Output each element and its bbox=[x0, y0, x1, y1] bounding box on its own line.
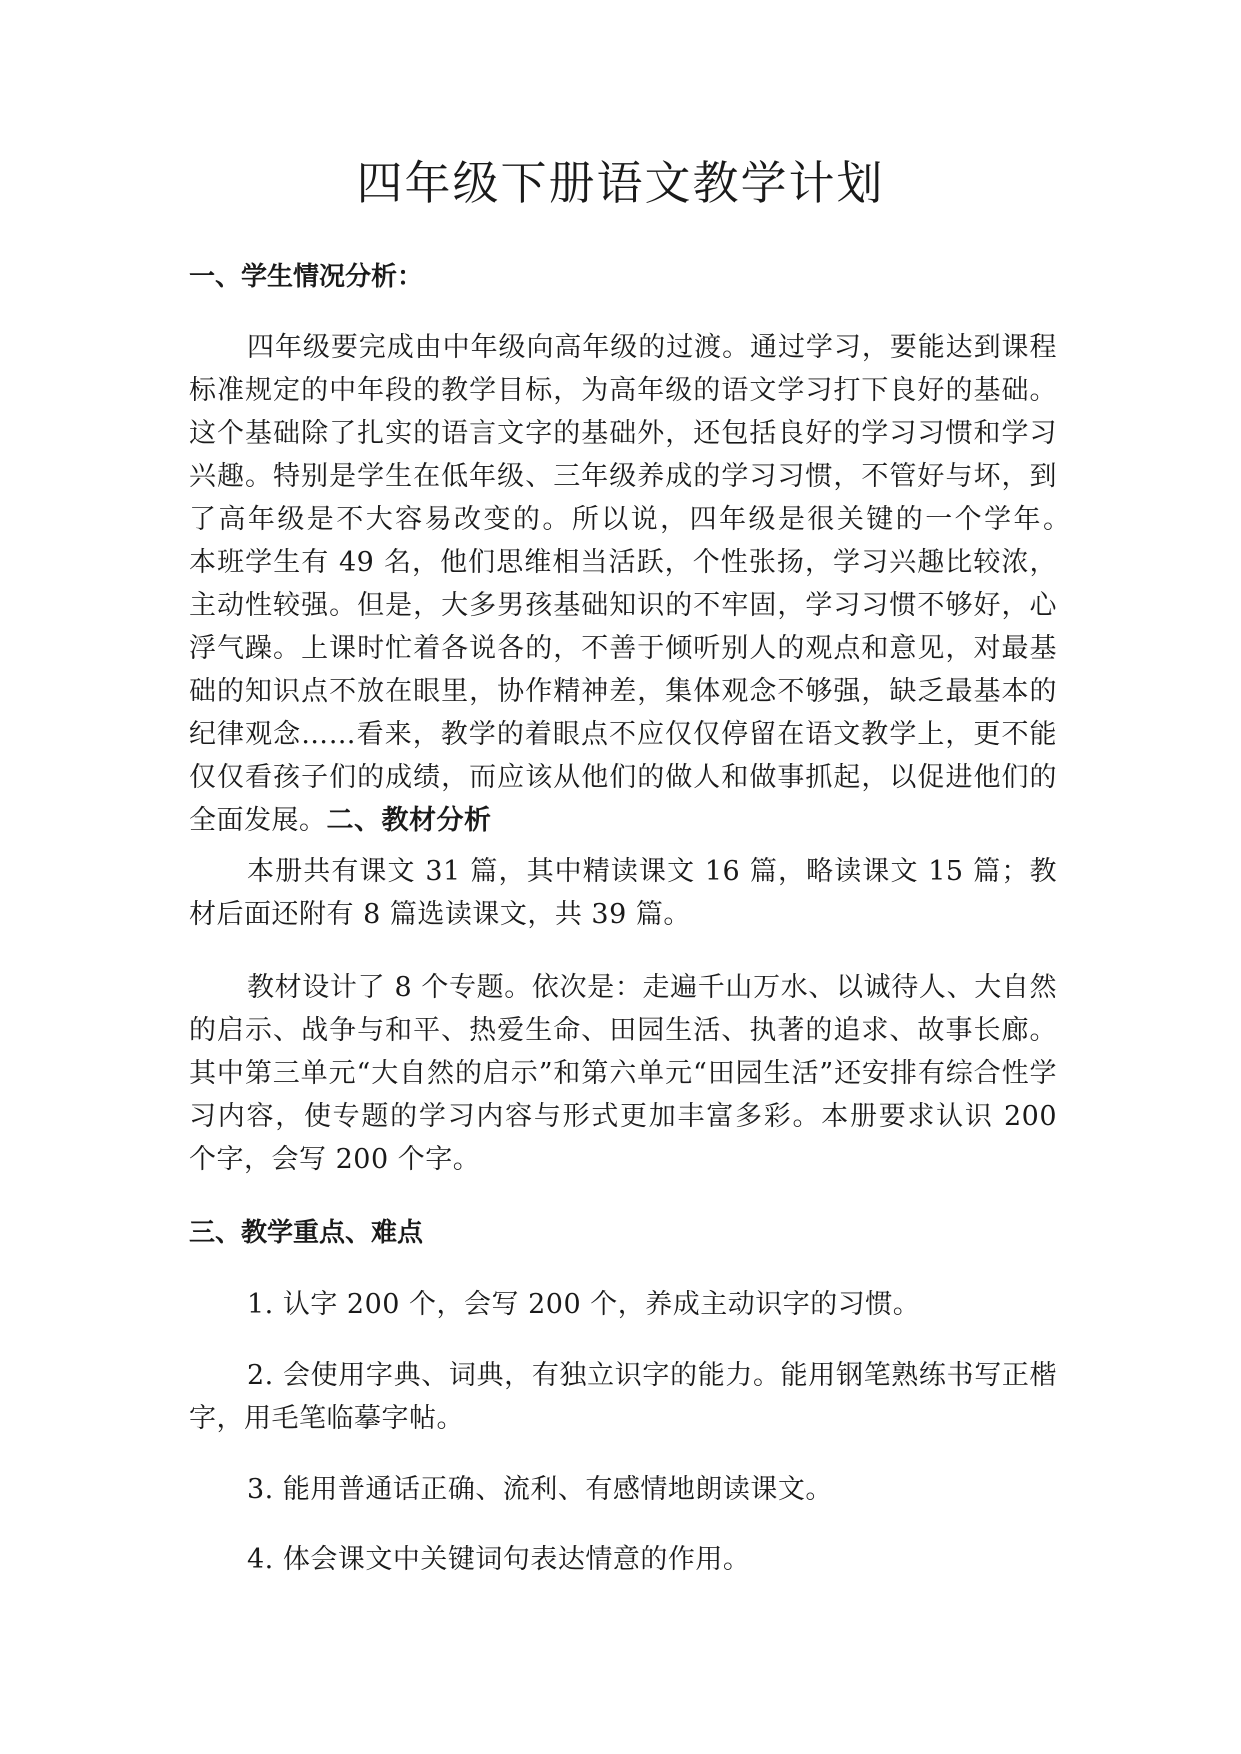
section2-paragraph-2: 教材设计了 8 个专题。依次是：走遍千山万水、以诚待人、大自然的启示、战争与和平、热爱生命、田园生活、执著的追求、故事长廊。其中第三单元“大自然的启示”和第六单元“田园生活”还安排有综合性学习内容，使专题的学习内容与形式更加丰富多彩。本册要求认识 200 个字，会写 200 个字。 bbox=[189, 972, 1057, 1175]
list-item: 1. 认字 200 个，会写 200 个，养成主动识字的习惯。 bbox=[247, 1289, 921, 1320]
section3-heading: 三、教学重点、难点 bbox=[189, 1218, 424, 1248]
list-item: 4. 体会课文中关键词句表达情意的作用。 bbox=[247, 1544, 751, 1575]
section1-heading: 一、学生情况分析： bbox=[189, 262, 424, 292]
section2-heading: 二、教材分析 bbox=[326, 805, 492, 836]
section2-paragraph-1: 本册共有课文 31 篇，其中精读课文 16 篇，略读课文 15 篇；教材后面还附有 8 篇选读课文，共 39 篇。 bbox=[189, 856, 1057, 930]
document-title: 四年级下册语文教学计划 bbox=[356, 156, 885, 210]
list-item: 2. 会使用字典、词典，有独立识字的能力。能用钢笔熟练书写正楷字，用毛笔临摹字帖。 bbox=[189, 1360, 1057, 1434]
section1-paragraph bbox=[189, 326, 1140, 842]
list-item: 3. 能用普通话正确、流利、有感情地朗读课文。 bbox=[247, 1474, 833, 1505]
section1-paragraph-text: 四年级要完成由中年级向高年级的过渡。通过学习，要能达到课程标准规定的中年段的教学目标，为高年级的语文学习打下良好的基础。这个基础除了扎实的语言文字的基础外，还包括良好的学习习惯和学习兴趣。特别是学生在低年级、三年级养成的学习习惯，不管好与坏，到了高年级是不大容易改变的。所以说，四年级是很关键的一个学年。 本班学生有 49 名，他们思维相当活跃，个性张扬，学习兴趣比较浓，主动性较强。但是，大多男孩基础知识的不牢固，学习习惯不够好，心浮气躁。上课时忙着各说各的，不善于倾听别人的观点和意见，对最基础的知识点不放在眼里，协作精神差，集体观念不够强，缺乏最基本的纪律观念……看来，教学的着眼点不应仅仅停留在语文教学上，更不能仅仅看孩子们的成绩，而应该从他们的做人和做事抓起，以促进他们的全面发展。 bbox=[189, 332, 1140, 836]
